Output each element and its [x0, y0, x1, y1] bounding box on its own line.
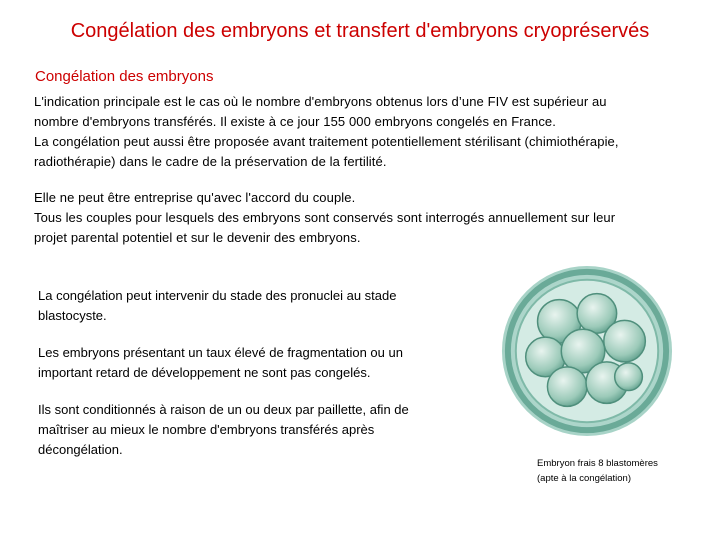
text-line: La congélation peut aussi être proposée avant traitement potentiellement stérilisant (chimiothérapie,	[34, 134, 619, 149]
info-block-straw	[38, 400, 409, 460]
text-line: blastocyste.	[38, 308, 107, 323]
text-line: projet parental potentiel et sur le devenir des embryons.	[34, 230, 361, 245]
text-line: Elle ne peut être entreprise qu'avec l'accord du couple.	[34, 190, 356, 205]
info-block-stage	[38, 286, 396, 326]
text-line: important retard de développement ne sont pas congelés.	[38, 365, 371, 380]
text-line: L'indication principale est le cas où le nombre d'embryons obtenus lors d’une FIV est supérieur au	[34, 94, 607, 109]
slide-title: Congélation des embryons et transfert d'embryons cryopréservés	[70, 20, 650, 42]
embryo-photo	[498, 262, 676, 440]
text-line: maîtriser au mieux le nombre d'embryons transférés après	[38, 422, 375, 437]
paragraph-consent	[34, 188, 714, 248]
text-line: Ils sont conditionnés à raison de un ou deux par paillette, afin de	[38, 402, 409, 417]
text-line: Les embryons présentant un taux élevé de fragmentation ou un	[38, 345, 403, 360]
text-line: radiothérapie) dans le cadre de la préservation de la fertilité.	[34, 154, 387, 169]
section-heading: Congélation des embryons	[35, 68, 214, 85]
text-line: décongélation.	[38, 442, 123, 457]
paragraph-indication	[34, 92, 714, 172]
caption-line: (apte à la congélation)	[537, 473, 632, 484]
caption-line: Embryon frais 8 blastomères	[537, 458, 658, 469]
text-line: nombre d'embryons transférés. Il existe à ce jour 155 000 embryons congelés en France.	[34, 114, 556, 129]
photo-caption	[537, 456, 658, 486]
text-line: Tous les couples pour lesquels des embryons sont conservés sont interrogés annuellement sur leur	[34, 210, 616, 225]
info-block-exclusion	[38, 343, 403, 383]
text-line: La congélation peut intervenir du stade des pronuclei au stade	[38, 288, 397, 303]
